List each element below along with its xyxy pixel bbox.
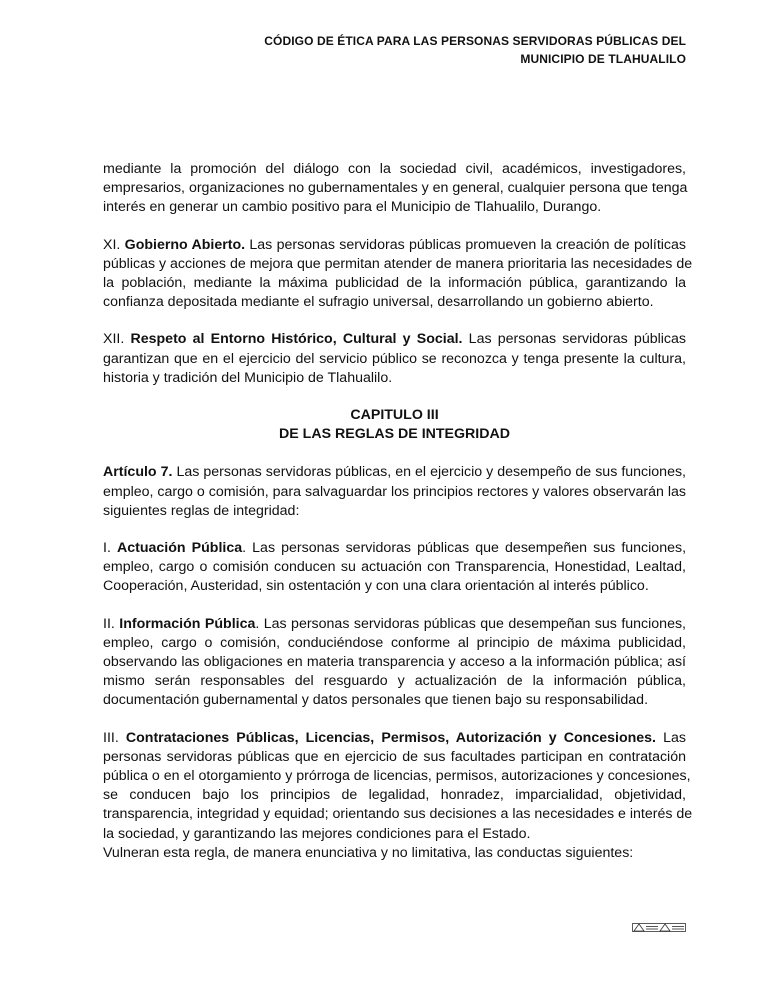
paragraph-dialogue	[103, 160, 686, 218]
paragraph-contrataciones	[103, 729, 693, 863]
item-title: Respeto al Entorno Histórico, Cultural y Social.	[130, 331, 463, 348]
article-title: Artículo 7.	[103, 464, 173, 481]
text-line	[103, 463, 686, 482]
text-line	[103, 539, 686, 558]
item-number: I.	[103, 540, 117, 557]
paragraph-gobierno-abierto	[103, 236, 693, 313]
item-text: . Las personas servidoras públicas que desempeñan sus funciones,	[255, 615, 686, 632]
text-line: empleo, cargo o comisión conducen su actuación con Transparencia, Honestidad, Lealtad,	[103, 559, 686, 576]
item-text: . Las personas servidoras públicas que desempeñen sus funciones,	[242, 540, 687, 557]
text-line: Vulneran esta regla, de manera enunciativa y no limitativa, las conductas siguientes:	[103, 844, 634, 861]
text-line	[103, 236, 686, 255]
document-body	[103, 160, 693, 863]
paragraph-informacion-publica	[103, 615, 686, 711]
text-line: empleo, cargo o comisión, para salvaguardar los principios rectores y valores observarán las	[103, 483, 686, 500]
chapter-heading	[103, 406, 686, 444]
item-text: Las personas servidoras públicas, en el ejercicio y desempeño de sus funciones,	[172, 464, 686, 481]
text-line: se conducen bajo los principios de legalidad, honradez, imparcialidad, objetividad,	[103, 787, 686, 804]
text-line	[103, 729, 686, 748]
text-line: empleo, cargo o comisión, conduciéndose conforme al principio de máxima publicidad,	[103, 634, 686, 651]
text-line: públicas y acciones de mejora que permitan atender de manera prioritaria las necesidades de	[103, 255, 693, 272]
item-number: XII.	[103, 331, 131, 348]
item-title: Contrataciones Públicas, Licencias, Permisos, Autorización y Concesiones.	[125, 729, 656, 746]
text-line: mismo serán responsables del resguardo y actualización de la información pública,	[103, 673, 686, 690]
text-line	[103, 615, 686, 634]
footer-logo-icon	[632, 923, 686, 932]
item-text: Las personas servidoras públicas promueven la creación de políticas	[245, 236, 687, 253]
text-line: la población, mediante la máxima publicidad de la información pública, garantizando la	[103, 275, 686, 292]
page-header	[264, 32, 686, 68]
text-line: historia y tradición del Municipio de Tlahualilo.	[103, 369, 393, 386]
chapter-number: CAPITULO III	[350, 407, 439, 424]
header-title-line-1: CÓDIGO DE ÉTICA PARA LAS PERSONAS SERVIDORAS PÚBLICAS DEL	[264, 34, 686, 48]
text-line: observando las obligaciones en materia transparencia y acceso a la información pública; así	[103, 654, 686, 671]
item-title: Actuación Pública	[116, 540, 243, 557]
text-line: mediante la promoción del diálogo con la sociedad civil, académicos, investigadores,	[103, 161, 686, 177]
item-number: II.	[103, 615, 120, 632]
text-line	[103, 330, 686, 349]
paragraph-actuacion-publica	[103, 539, 686, 597]
paragraph-articulo-7	[103, 463, 686, 521]
item-number: XI.	[103, 236, 125, 253]
item-text: Las	[656, 729, 686, 746]
item-number: III.	[103, 729, 126, 746]
text-line: garantizan que en el ejercicio del servicio público se reconozca y tenga presente la cultura,	[103, 350, 686, 367]
text-line: documentación gubernamental y datos personales que tienen bajo su responsabilidad.	[103, 692, 649, 709]
paragraph-respeto-entorno	[103, 330, 686, 388]
item-text: Las personas servidoras públicas	[462, 331, 686, 348]
text-line: la sociedad, y garantizando las mejores condiciones para el Estado.	[103, 825, 531, 842]
text-line: personas servidoras públicas que en ejercicio de sus facultades participan en contratación	[103, 748, 686, 765]
item-title: Gobierno Abierto.	[124, 236, 246, 253]
text-line: empresarios, organizaciones no gubernamentales y en general, cualquier persona que tenga	[103, 180, 688, 197]
chapter-title: DE LAS REGLAS DE INTEGRIDAD	[279, 426, 510, 443]
text-line: siguientes reglas de integridad:	[103, 502, 300, 519]
header-title-line-2: MUNICIPIO DE TLAHUALILO	[520, 52, 686, 66]
text-line: pública o en el otorgamiento y prórroga de licencias, permisos, autorizaciones y concesiones,	[103, 768, 691, 785]
text-line: interés en generar un cambio positivo para el Municipio de Tlahualilo, Durango.	[103, 199, 602, 216]
text-line: Cooperación, Austeridad, sin ostentación y con una clara orientación al interés público.	[103, 578, 649, 595]
item-title: Información Pública	[119, 615, 256, 632]
text-line: confianza depositada mediante el sufragio universal, desarrollando un gobierno abierto.	[103, 294, 654, 311]
text-line: transparencia, integridad y equidad; orientando sus decisiones a las necesidades e interés de	[103, 806, 693, 823]
